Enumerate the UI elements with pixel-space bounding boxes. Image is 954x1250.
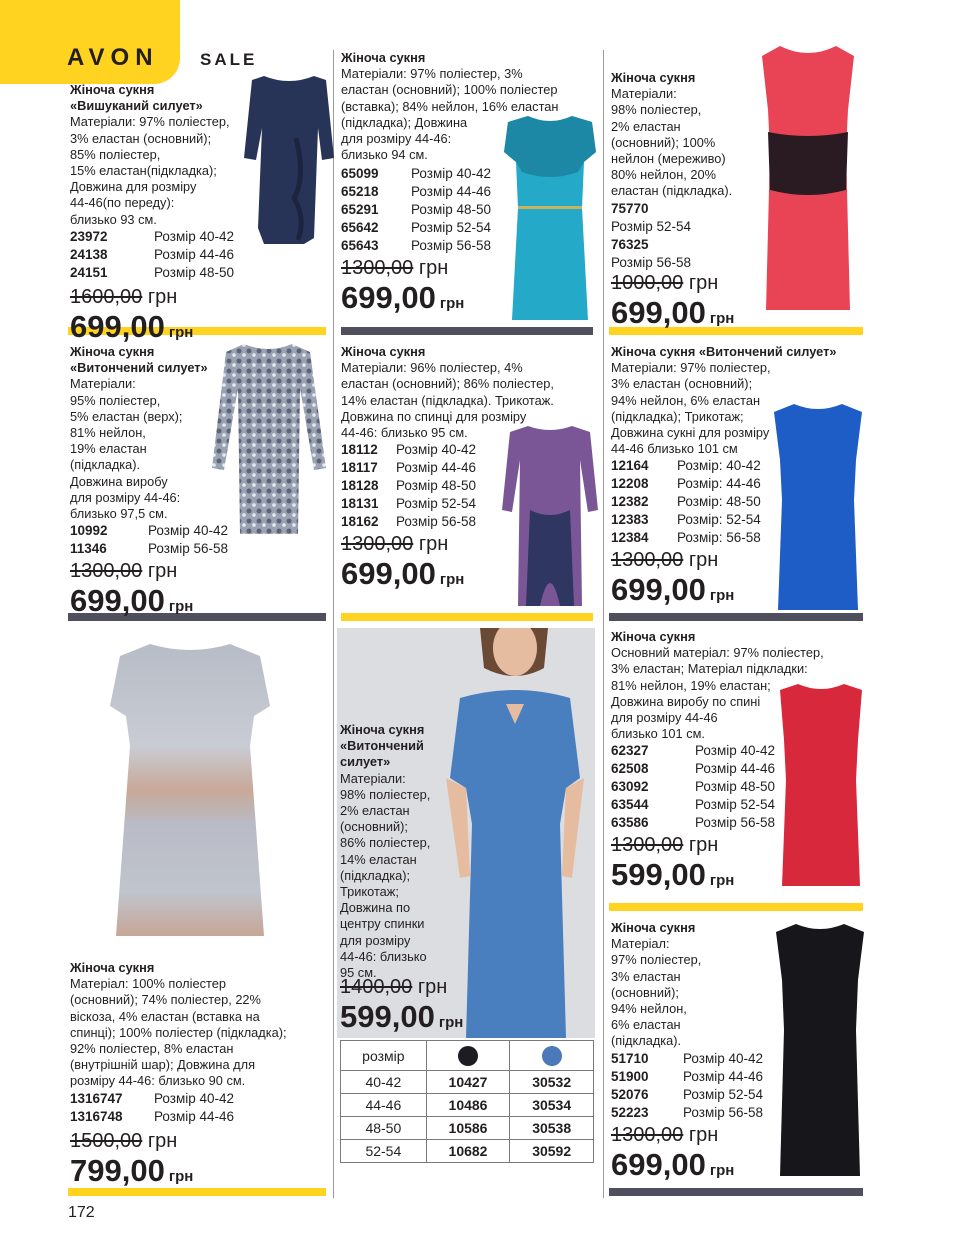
product-description: Матеріали: 98% поліестер, 2% еластан (основний); 100% нейлон (мереживо) 80% нейлон, 20% еластан (підкладка). (611, 86, 733, 199)
product-size: Розмір 40-42 (154, 228, 235, 244)
product-size: Розмір 44-46 (396, 460, 477, 476)
product-size: Розмір 48-50 (396, 478, 477, 494)
product-code: 12384 (611, 530, 649, 546)
product-size: Розмір 56-58 (695, 815, 776, 831)
product-size: Розмір 56-58 (148, 541, 229, 557)
product-size: Розмір 44-46 (683, 1068, 764, 1084)
dress-image-red-lace (756, 40, 860, 318)
product-card (70, 960, 332, 1189)
size-color-table (340, 1040, 594, 1163)
product-title: Жіноча сукня (611, 920, 696, 935)
product-card (611, 344, 861, 608)
product-size: Розмір 44-46 (695, 761, 776, 777)
product-size: Розмір 56-58 (611, 254, 692, 270)
separator-bar (609, 903, 863, 911)
product-code: 12382 (611, 494, 649, 510)
sale-price: 699,00 грн (611, 294, 735, 330)
product-code: 65218 (341, 184, 379, 200)
product-description: Матеріали: 97% поліестер, 3% еластан (основний); 85% поліестер, 15% еластан(підкладка); Довжина для розміру 44-46(по переду): близько 93 см. (70, 114, 230, 227)
product-code: 62508 (611, 761, 649, 777)
sale-price: 699,00 грн (341, 280, 465, 316)
product-title: Жіноча сукня (611, 70, 696, 85)
size-cell: 52-54 (341, 1140, 427, 1163)
product-code: 18128 (341, 478, 379, 494)
product-title: Жіноча сукня (341, 50, 426, 65)
size-cell: 40-42 (341, 1071, 427, 1094)
product-code: 24138 (70, 246, 108, 262)
product-code: 62327 (611, 743, 649, 759)
section-title: SALE (200, 50, 258, 69)
product-description: Матеріали: 95% поліестер, 5% еластан (верх); 81% нейлон, 19% еластан (підкладка). Довжина виробу для розміру 44-46: близько 97,5 см. (70, 376, 183, 522)
old-price: 1300,00 грн (611, 549, 719, 572)
product-size: Розмір 48-50 (154, 264, 235, 280)
product-code: 10992 (70, 523, 108, 539)
product-card (340, 722, 452, 981)
size-cell: 44-46 (341, 1094, 427, 1117)
product-code: 23972 (70, 228, 108, 244)
product-code: 18162 (341, 514, 379, 530)
sale-price: 599,00 грн (340, 999, 464, 1034)
old-price: 1300,00 грн (341, 257, 449, 280)
product-code: 63092 (611, 779, 649, 795)
product-codes (70, 228, 260, 282)
product-codes (611, 457, 861, 547)
product-size: Розмір: 44-46 (677, 476, 761, 492)
product-description: Матеріали: 97% поліестер, 3% еластан (основний); 100% поліестер (вставка); 84% нейлон, 16% еластан (підкладка); Довжина для розміру 44-46: близько 94 см. (341, 66, 559, 163)
product-card (70, 82, 260, 345)
sale-price: 799,00 грн (70, 1152, 194, 1188)
product-card (341, 50, 603, 316)
product-code: 24151 (70, 264, 108, 280)
product-code: 12383 (611, 512, 649, 528)
product-size: Розмір 52-54 (695, 797, 776, 813)
product-size: Розмір 44-46 (154, 246, 235, 262)
code-cell: 10486 (426, 1094, 510, 1117)
code-cell: 10586 (426, 1117, 510, 1140)
product-size: Розмір: 56-58 (677, 530, 761, 546)
product-codes (611, 742, 861, 832)
old-price: 1300,00 грн (70, 560, 178, 583)
product-size: Розмір 48-50 (695, 779, 776, 795)
product-code: 63586 (611, 815, 649, 831)
product-card (341, 344, 603, 592)
product-card (611, 920, 861, 1183)
separator-bar (341, 613, 593, 621)
color-swatch-blue (510, 1041, 594, 1071)
code-cell: 10427 (426, 1071, 510, 1094)
product-description: Основний матеріал: 97% поліестер, 3% еластан; Матеріал підкладки: 81% нейлон, 19% еластан; Довжина виробу по спині для розміру 44-46 близько 101 см. (611, 645, 824, 742)
page-number: 172 (68, 1204, 95, 1221)
product-title: Жіноча сукня (611, 629, 696, 644)
product-description: Матеріали: 98% поліестер, 2% еластан (основний); 86% поліестер, 14% еластан (підкладка); Трикотаж; Довжина по центру спинки для розміру 44-46: близько 95 см. (340, 770, 431, 981)
product-code: 18112 (341, 442, 378, 458)
old-price: 1400,00 грн (340, 976, 448, 998)
product-card (611, 70, 761, 331)
product-code: 63544 (611, 797, 649, 813)
product-card (70, 344, 250, 619)
dress-image-sequin (100, 636, 280, 946)
old-price: 1300,00 грн (611, 834, 719, 857)
old-price: 1300,00 грн (341, 533, 449, 556)
product-codes (341, 165, 603, 255)
product-code: 65643 (341, 238, 379, 254)
product-code: 65642 (341, 220, 379, 236)
product-size: Розмір 40-42 (396, 442, 477, 458)
product-code: 1316747 (70, 1090, 123, 1106)
product-code: 18117 (341, 460, 378, 476)
product-size: Розмір 52-54 (396, 496, 477, 512)
product-size: Розмір 40-42 (695, 743, 776, 759)
product-title: Жіноча сукня «Вишуканий силует» (70, 82, 203, 114)
product-title: Жіноча сукня (341, 344, 426, 359)
product-description: Матеріал: 97% поліестер, 3% еластан (основний); 94% нейлон, 6% еластан (підкладка). (611, 936, 702, 1049)
old-price: 1500,00 грн (70, 1129, 178, 1152)
column-divider (603, 50, 604, 1198)
sale-price: 599,00 грн (611, 857, 735, 893)
product-codes (611, 1050, 861, 1122)
sale-price: 699,00 грн (70, 583, 194, 619)
code-cell: 30538 (510, 1117, 594, 1140)
product-size: Розмір 44-46 (411, 184, 492, 200)
product-code: 1316748 (70, 1108, 123, 1124)
separator-bar (609, 1188, 863, 1196)
code-cell: 10682 (426, 1140, 510, 1163)
brand-logo: AVON (67, 44, 159, 71)
color-swatch-dark (426, 1041, 510, 1071)
product-code: 52076 (611, 1086, 649, 1102)
old-price: 1300,00 грн (611, 1123, 719, 1146)
product-codes (611, 200, 761, 272)
product-size: Розмір 56-58 (411, 238, 492, 254)
code-cell: 30532 (510, 1071, 594, 1094)
product-codes (70, 1090, 332, 1126)
size-cell: 48-50 (341, 1117, 427, 1140)
sale-price: 699,00 грн (611, 1146, 735, 1182)
product-description: Матеріали: 96% поліестер, 4% еластан (основний); 86% поліестер, 14% еластан (підкладка). Трикотаж. Довжина по спинці для розміру 44-46: близько 95 см. (341, 360, 554, 441)
product-size: Розмір 44-46 (154, 1108, 235, 1124)
code-cell: 30592 (510, 1140, 594, 1163)
product-size: Розмір 52-54 (411, 220, 492, 236)
product-title: Жіноча сукня «Витончений силует» (611, 344, 837, 359)
product-size: Розмір: 48-50 (677, 494, 761, 510)
product-code: 12164 (611, 458, 649, 474)
product-size: Розмір 40-42 (148, 523, 229, 539)
product-title: Жіноча сукня «Витончений силует» (70, 344, 208, 376)
product-size: Розмір 52-54 (611, 218, 692, 234)
code-cell: 30534 (510, 1094, 594, 1117)
product-size: Розмір 40-42 (154, 1090, 235, 1106)
product-code: 18131 (341, 496, 379, 512)
product-price-block (340, 976, 540, 1035)
product-card (611, 629, 861, 893)
separator-bar (341, 327, 593, 335)
product-size: Розмір 48-50 (411, 202, 492, 218)
product-code: 51900 (611, 1068, 649, 1084)
product-code: 51710 (611, 1050, 649, 1066)
sale-price: 699,00 грн (341, 556, 465, 592)
product-size: Розмір: 40-42 (677, 458, 761, 474)
old-price: 1000,00 грн (611, 271, 719, 294)
product-size: Розмір 52-54 (683, 1086, 764, 1102)
product-description: Матеріал: 100% поліестер (основний); 74% поліестер, 22% віскоза, 4% еластан (вставка на спинці); 100% поліестер (підкладка); 92% поліестер, 8% еластан (внутрішній шар); Довжина для розміру 44-46: близько 90 см. (70, 976, 287, 1089)
product-code: 75770 (611, 200, 649, 216)
product-size: Розмір 40-42 (411, 166, 492, 182)
old-price: 1600,00 грн (70, 285, 178, 308)
product-size: Розмір 40-42 (683, 1050, 764, 1066)
product-size: Розмір 56-58 (683, 1104, 764, 1120)
product-code: 52223 (611, 1104, 649, 1120)
product-title: Жіноча сукня «Витончений силует» (340, 722, 425, 770)
product-size: Розмір: 52-54 (677, 512, 761, 528)
separator-bar (609, 613, 863, 621)
sale-price: 699,00 грн (70, 308, 194, 344)
product-title: Жіноча сукня (70, 960, 155, 975)
size-header: розмір (341, 1041, 427, 1071)
product-size: Розмір 56-58 (396, 514, 477, 530)
product-code: 65291 (341, 202, 379, 218)
product-code: 65099 (341, 166, 379, 182)
separator-bar (68, 1188, 326, 1196)
product-code: 12208 (611, 476, 649, 492)
product-description: Матеріали: 97% поліестер, 3% еластан (основний); 94% нейлон, 6% еластан (підкладка); Трикотаж; Довжина сукні для розміру 44-46 близько 101 см (611, 360, 771, 457)
sale-price: 699,00 грн (611, 572, 735, 608)
product-code: 11346 (70, 541, 107, 557)
product-codes (341, 441, 603, 531)
product-codes (70, 522, 250, 558)
product-code: 76325 (611, 236, 649, 252)
